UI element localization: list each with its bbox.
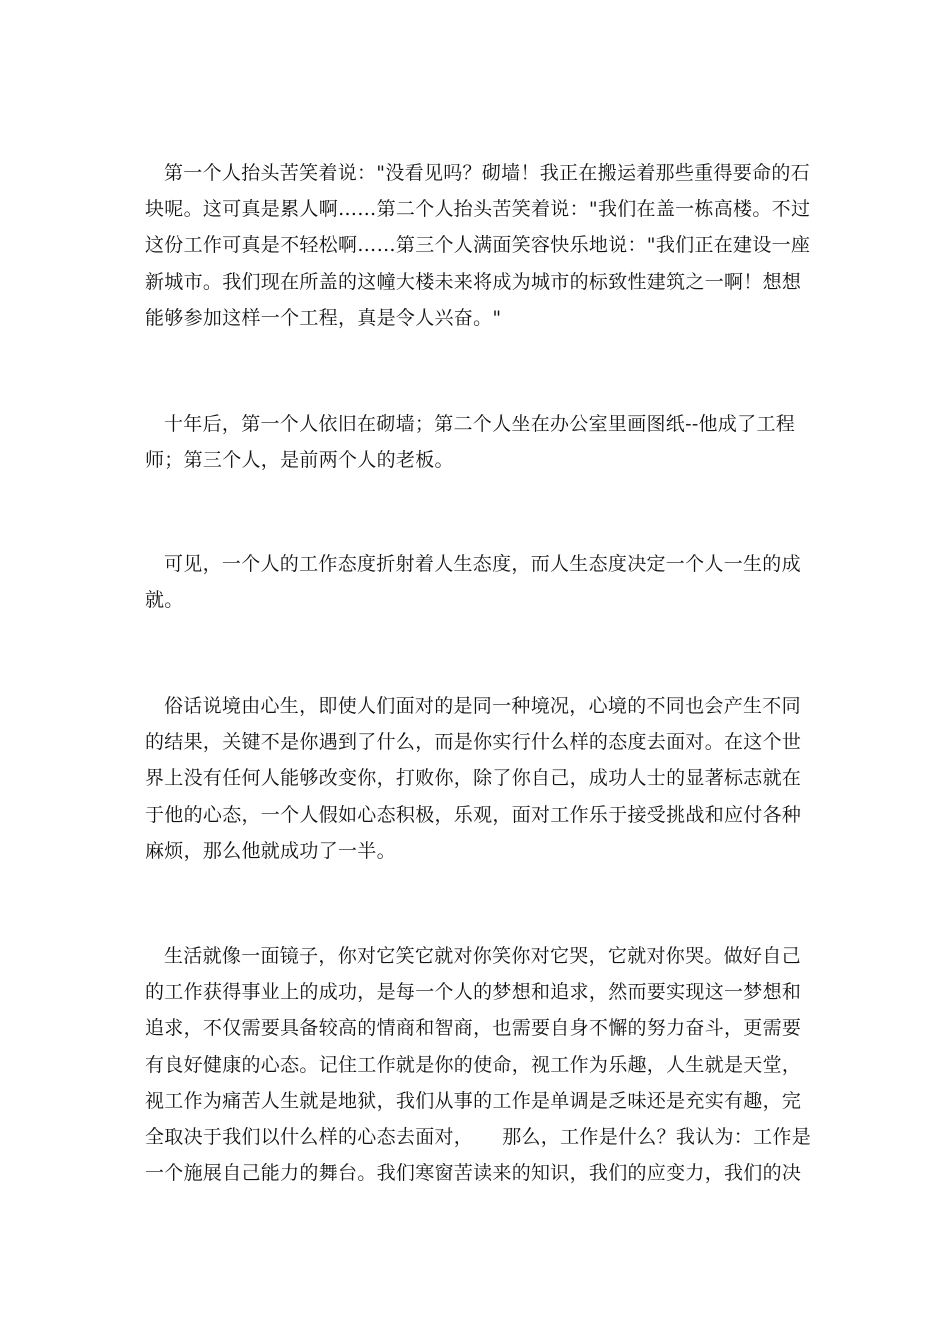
text-line: 有良好健康的心态。记住工作就是你的使命，视工作为乐趣，人生就是天堂， (145, 1053, 802, 1076)
text-line: 块呢。这可真是累人啊……第二个人抬头苦笑着说："我们在盖一栋高楼。不过 (145, 198, 811, 221)
paragraph-conclusion (145, 546, 805, 618)
text-line: 麻烦，那么他就成功了一半。 (145, 839, 396, 862)
text-line: 界上没有任何人能够改变你，打败你，除了你自己，成功人士的显著标志就在 (145, 767, 802, 790)
paragraph-mindset (145, 688, 805, 869)
text-line: 新城市。我们现在所盖的这幢大楼未来将成为城市的标致性建筑之一啊！想想 (145, 270, 802, 293)
text-line: 追求，不仅需要具备较高的情商和智商，也需要自身不懈的努力奋斗，更需要 (145, 1017, 802, 1040)
text-line: 一个施展自己能力的舞台。我们寒窗苦读来的知识，我们的应变力，我们的决 (145, 1162, 802, 1185)
text-line: 可见，一个人的工作态度折射着人生态度，而人生态度决定一个人一生的成 (164, 553, 801, 575)
paragraph-story (145, 155, 811, 336)
text-line: 的工作获得事业上的成功，是每一个人的梦想和追求，然而要实现这一梦想和 (145, 981, 802, 1004)
paragraph-life-mirror (145, 938, 812, 1191)
text-line: 第一个人抬头苦笑着说："没看见吗？砌墙！我正在搬运着那些重得要命的石 (164, 162, 810, 184)
paragraph-ten-years-later (145, 406, 805, 478)
text-line: 能够参加这样一个工程，真是令人兴奋。" (145, 306, 502, 329)
text-line: 十年后，第一个人依旧在砌墙；第二个人坐在办公室里画图纸--他成了工程 (164, 413, 796, 435)
text-line: 的结果，关键不是你遇到了什么，而是你实行什么样的态度去面对。在这个世 (145, 731, 802, 754)
text-line: 师；第三个人，是前两个人的老板。 (145, 449, 454, 472)
text-line: 俗话说境由心生，即使人们面对的是同一种境况，心境的不同也会产生不同 (164, 695, 801, 717)
text-line: 这份工作可真是不轻松啊……第三个人满面笑容快乐地说："我们正在建设一座 (145, 234, 811, 257)
text-line: 视工作为痛苦人生就是地狱，我们从事的工作是单调是乏味还是充实有趣，完 (145, 1089, 802, 1112)
text-line: 全取决于我们以什么样的心态去面对， 那么，工作是什么？我认为：工作是 (145, 1125, 812, 1148)
text-line: 就。 (145, 589, 184, 612)
text-line: 生活就像一面镜子，你对它笑它就对你笑你对它哭，它就对你哭。做好自己 (164, 945, 801, 967)
text-line: 于他的心态，一个人假如心态积极，乐观，面对工作乐于接受挑战和应付各种 (145, 803, 802, 826)
